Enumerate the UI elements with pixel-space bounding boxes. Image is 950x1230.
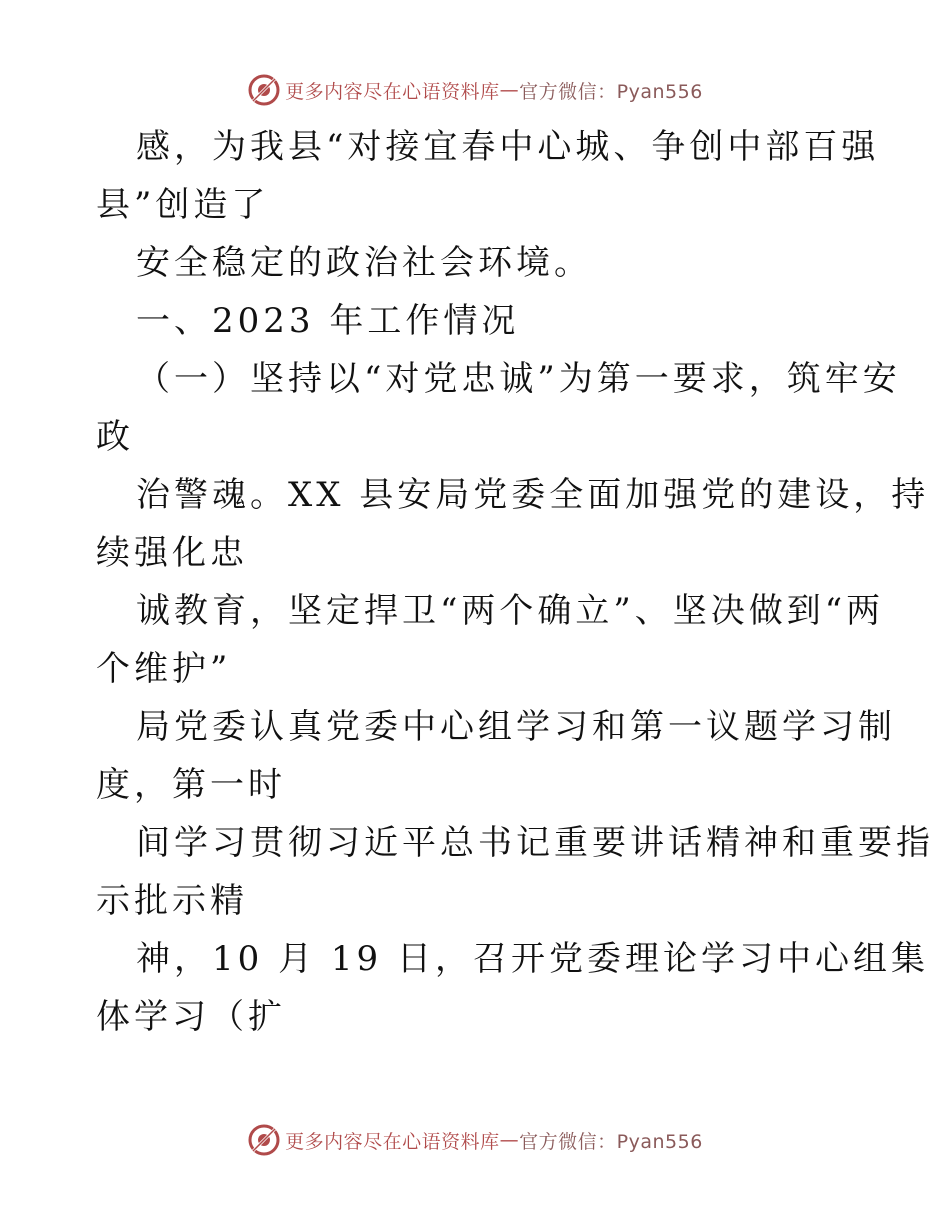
document-body <box>96 118 934 1046</box>
text-line: 感，为我县“对接宜春中心城、争创中部百强 <box>136 127 880 167</box>
header-banner <box>0 70 950 110</box>
text-line: 诚教育，坚定捍卫“两个确立”、坚决做到“两 <box>136 591 885 631</box>
text-line: 治警魂。XX 县安局党委全面加强党的建设，持 <box>136 475 930 515</box>
subsection-heading: （一）坚持以“对党忠诚”为第一要求，筑牢安 <box>136 359 901 399</box>
text-line: 间学习贯彻习近平总书记重要讲话精神和重要指 <box>136 823 934 863</box>
text-line: 安全稳定的政治社会环境。 <box>136 243 592 283</box>
banner-main-text: 更多内容尽在心语资料库 <box>285 80 500 103</box>
banner-main-text: 更多内容尽在心语资料库 <box>285 1130 500 1153</box>
text-line: 示批示精 <box>96 881 248 921</box>
footer-banner <box>0 1120 950 1160</box>
text-line: 体学习（扩 <box>96 997 286 1037</box>
text-line: 度，第一时 <box>96 765 286 805</box>
text-line: 个维护” <box>96 649 232 689</box>
logo-icon <box>247 1123 281 1157</box>
banner-tail-text: 官方微信：Pyan556 <box>519 1130 703 1153</box>
banner-tail-text: 官方微信：Pyan556 <box>519 80 703 103</box>
section-heading: 一、2023 年工作情况 <box>136 301 520 341</box>
text-line: 续强化忠 <box>96 533 248 573</box>
banner-dash: — <box>499 79 520 101</box>
logo-icon <box>247 73 281 107</box>
text-line: 县”创造了 <box>96 185 270 225</box>
text-line: 政 <box>96 417 134 457</box>
text-line: 神，10 月 19 日，召开党委理论学习中心组集 <box>136 939 929 979</box>
banner-dash: — <box>499 1129 520 1151</box>
text-line: 局党委认真党委中心组学习和第一议题学习制 <box>136 707 896 747</box>
